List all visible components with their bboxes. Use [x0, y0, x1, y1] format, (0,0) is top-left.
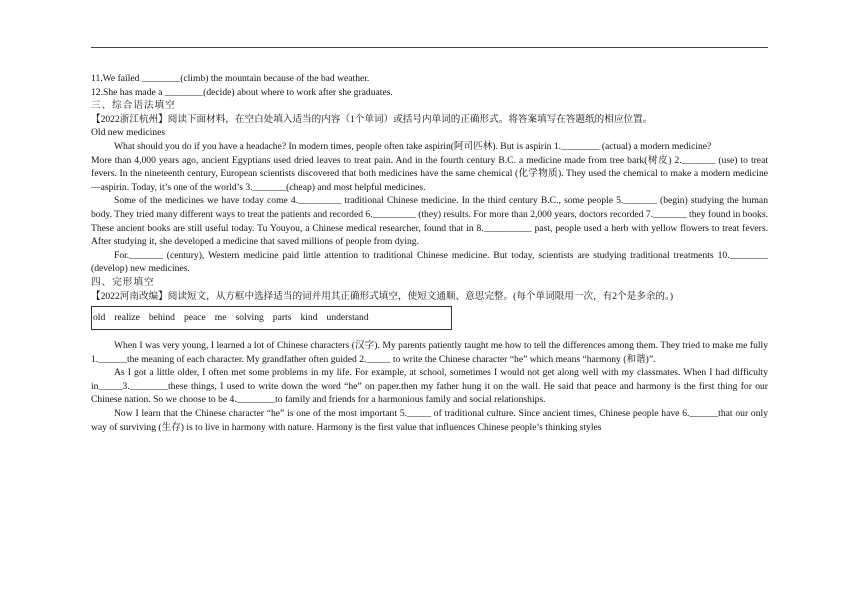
question-12: 12.She has made a ________(decide) about where to work after she graduates.	[91, 86, 393, 98]
passage2-paragraph: As I got a little older, I often met some problems in my life. For example, at school, sometimes I would not get along well with my classmates. When I had difficulty in_____3.________these things, I used to write down the word “he” on paper.then my father hung it on the wall. He said that peace and harmony is the first thing for our Chinese nation. So we choose to be 4.________to family and friends for a harmonious family and social relationships.	[91, 367, 768, 406]
word-box-item: peace	[183, 312, 206, 324]
header-rule	[91, 47, 768, 48]
passage1-title: Old new medicines	[91, 127, 166, 139]
word-box-item: behind	[148, 312, 175, 324]
word-box	[91, 306, 452, 330]
word-box-item: realize	[114, 312, 140, 324]
section4-instruction: 【2022河南改编】阅读短文，从方框中选择适当的词并用其正确形式填空，使短文通顺、意思完整。(每个单词限用一次，有2个是多余的。)	[91, 290, 674, 302]
word-box-item: me	[214, 312, 227, 324]
section4-heading: 四、完形填空	[91, 276, 155, 288]
word-box-item: parts	[272, 312, 292, 324]
word-box-item: understand	[326, 312, 369, 324]
passage1-paragraph: What should you do if you have a headache? In modern times, people often take aspirin(阿司匹林). But is aspirin 1.________ (actual) a modern medicine?	[114, 140, 712, 152]
passage1-paragraph: More than 4,000 years ago, ancient Egyptians used dried leaves to treat pain. And in the fourth century B.C. a medicine made from tree bark(树皮) 2._______ (use) to treat fevers. In the nineteenth century, European scientists discovered that both medicines have the same chemical (化学物质). They used the chemical to make a modern medicine—aspirin. Today, it’s one of the world’s 3._______(cheap) and most helpful medicines.	[91, 154, 768, 193]
word-box-item: solving	[235, 312, 264, 324]
section3-instruction: 【2022浙江杭州】阅读下面材料，在空白处填入适当的内容（1个单词）或括号内单词的正确形式。将答案填写在答题纸的相应位置。	[91, 113, 653, 125]
word-box-item: old	[93, 312, 106, 324]
passage1-paragraph: Some of the medicines we have today come 4._________ traditional Chinese medicine. In the third century B.C., some people 5._______ (begin) studying the human body. They tried many different ways to treat the patients and recorded 6._________ (they) results. For more than 2,000 years, doctors recorded 7._______ they found in books. These ancient books are still useful today. Tu Youyou, a Chinese medical researcher, found that in 8.__________ past, people used a herb with yellow flowers to treat fevers. After studying it, she developed a medicine that saved millions of people from dying.	[91, 195, 768, 248]
word-box-item: kind	[300, 312, 318, 324]
document-body	[91, 72, 768, 434]
passage2-paragraph: When I was very young, I learned a lot of Chinese characters (汉字). My parents patiently taught me how to tell the differences among them. They tried to make me fully 1.______the meaning of each character. My grandfather often guided 2._____ to write the Chinese character “he” which means “harmony (和谐)”.	[91, 340, 768, 365]
passage1-paragraph: For._______ (century), Western medicine paid little attention to traditional Chinese medicine. But today, scientists are studying traditional treatments 10.________ (develop) new medicines.	[91, 249, 768, 275]
question-11: 11.We failed ________(climb) the mountain because of the bad weather.	[91, 73, 370, 84]
section3-heading: 三、综合语法填空	[91, 100, 176, 112]
passage2-paragraph: Now I learn that the Chinese character “he” is one of the most important 5._____ of traditional culture. Since ancient times, Chinese people have 6.______that our only way of surviving (生存) is to live in harmony with nature. Harmony is the first value that influences Chinese people’s thinking styles	[91, 408, 768, 433]
